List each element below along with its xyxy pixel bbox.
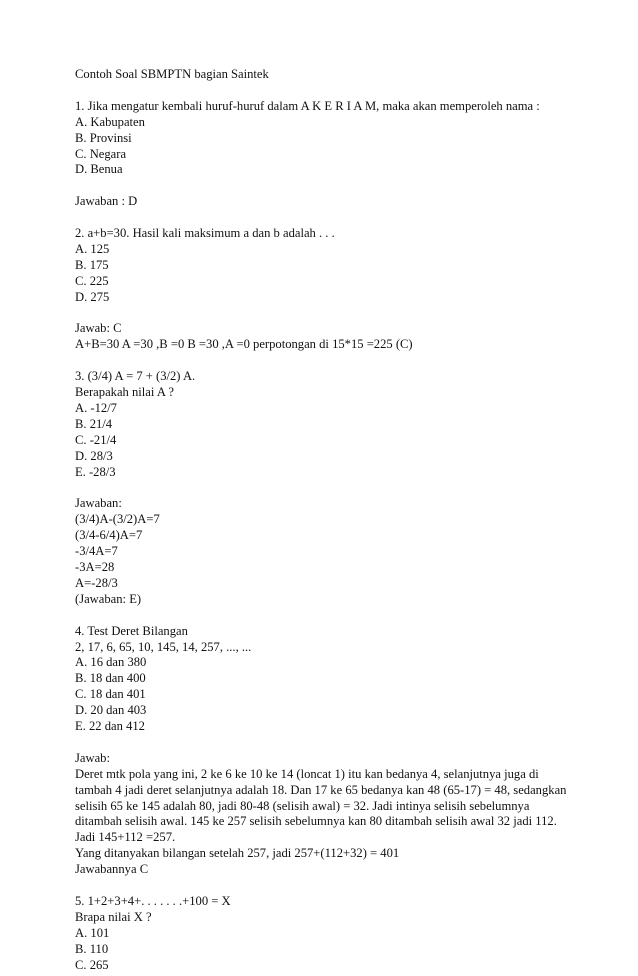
answer-text: Jawabannya C — [75, 862, 149, 877]
option-c: C. 225 — [75, 273, 109, 288]
question-text: Berapakah nilai A ? — [75, 385, 174, 400]
option-b: B. 21/4 — [75, 416, 113, 431]
spacer — [75, 608, 575, 624]
spacer — [75, 210, 575, 226]
question-text: Brapa nilai X ? — [75, 909, 152, 924]
answer-text: Jadi 145+112 =257. — [75, 830, 176, 845]
question-text: 2. a+b=30. Hasil kali maksimum a dan b adalah . . . — [75, 226, 335, 241]
answer-text: selisih 65 ke 145 adalah 80, jadi 80-48 (selisih awal) = 32. Jadi intinya selisih sebelumnya — [75, 798, 530, 813]
spacer — [75, 480, 575, 496]
answer-text: Jawaban : D — [75, 194, 138, 209]
question-text: 3. (3/4) A = 7 + (3/2) A. — [75, 369, 196, 384]
option-c: C. 18 dan 401 — [75, 687, 146, 702]
document-content — [75, 67, 575, 974]
answer-text: (Jawaban: E) — [75, 591, 142, 606]
answer-text: Jawaban: — [75, 496, 122, 511]
answer-text: -3/4A=7 — [75, 544, 118, 559]
question-1 — [75, 99, 575, 226]
option-c: C. Negara — [75, 146, 127, 161]
spacer — [75, 306, 575, 322]
option-e: E. -28/3 — [75, 464, 116, 479]
question-2 — [75, 226, 575, 369]
spacer — [75, 83, 575, 99]
option-c: C. -21/4 — [75, 432, 117, 447]
option-d: D. 275 — [75, 289, 110, 304]
answer-text: Jawab: — [75, 750, 110, 765]
option-d: D. 20 dan 403 — [75, 703, 147, 718]
spacer — [75, 735, 575, 751]
document-title: Contoh Soal SBMPTN bagian Saintek — [75, 67, 269, 81]
answer-text: (3/4-6/4)A=7 — [75, 528, 143, 543]
answer-text: Yang ditanyakan bilangan setelah 257, jadi 257+(112+32) = 401 — [75, 846, 400, 861]
option-d: D. 28/3 — [75, 448, 113, 463]
option-a: A. 101 — [75, 925, 110, 940]
option-b: B. 110 — [75, 941, 109, 956]
question-text: 4. Test Deret Bilangan — [75, 623, 188, 638]
question-3 — [75, 369, 575, 623]
option-a: A. Kabupaten — [75, 114, 145, 129]
answer-text: -3A=28 — [75, 560, 115, 574]
answer-text: Deret mtk pola yang ini, 2 ke 6 ke 10 ke 14 (loncat 1) itu kan bedanya 4, selanjutnya juga di — [75, 766, 539, 781]
option-e: E. 22 dan 412 — [75, 719, 145, 734]
option-c: C. 265 — [75, 957, 109, 972]
option-b: B. 18 dan 400 — [75, 671, 146, 686]
option-a: A. -12/7 — [75, 400, 117, 415]
question-5 — [75, 894, 575, 974]
spacer — [75, 353, 575, 369]
answer-text: Jawab: C — [75, 321, 122, 336]
option-d: D. Benua — [75, 162, 123, 177]
spacer — [75, 878, 575, 894]
question-4 — [75, 624, 575, 894]
option-b: B. 175 — [75, 257, 109, 272]
spacer — [75, 178, 575, 194]
question-text: 5. 1+2+3+4+. . . . . . .+100 = X — [75, 893, 231, 908]
answer-text: tambah 4 jadi deret selanjutnya adalah 18. Dan 17 ke 65 bedanya kan 48 (65-17) = 48, sedangkan — [75, 782, 567, 797]
answer-text: A=-28/3 — [75, 575, 118, 590]
option-a: A. 125 — [75, 241, 110, 256]
question-text: 1. Jika mengatur kembali huruf-huruf dalam A K E R I A M, maka akan memperoleh nama : — [75, 98, 540, 113]
answer-text: ditambah selisih awal. 145 ke 257 selisih sebelumnya kan 80 ditambah selisih awal 32 jadi 112. — [75, 814, 557, 829]
answer-text: (3/4)A-(3/2)A=7 — [75, 512, 160, 527]
option-b: B. Provinsi — [75, 130, 132, 145]
answer-text: A+B=30 A =30 ,B =0 B =30 ,A =0 perpotongan di 15*15 =225 (C) — [75, 337, 413, 352]
option-a: A. 16 dan 380 — [75, 655, 147, 670]
question-text: 2, 17, 6, 65, 10, 145, 14, 257, ..., ... — [75, 639, 252, 654]
